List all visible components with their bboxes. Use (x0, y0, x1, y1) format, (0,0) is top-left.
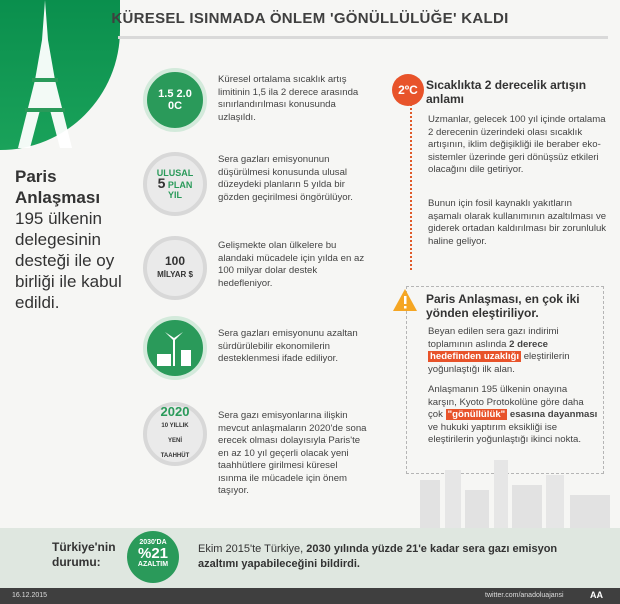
bottom-bar (0, 588, 620, 604)
thermometer-icon: 1.5 2.0 0C (143, 68, 207, 132)
item-text-3: Gelişmekte olan ülkelere bu alandaki mücadele için yılda en az 100 milyar dolar destek hedefleniyor. (218, 240, 365, 289)
page-title: KÜRESEL ISINMADA ÖNLEM 'GÖNÜLLÜLÜĞE' KALDI (111, 10, 509, 27)
wind-turbine-icon (153, 328, 197, 368)
footer-text: Ekim 2015'te Türkiye, 2030 yılında yüzde 21'e kadar sera gazı emisyon azaltımı yapabileceğini bildirdi. (198, 543, 558, 570)
two-degree-badge: 2ºC (392, 74, 424, 106)
dotted-line (410, 100, 412, 270)
item-text-5: Sera gazı emisyonlarına ilişkin mevcut anlaşmaların 2020'de sona erecek olması dolayısıyla Paris'te en az 10 yıl geçerli olacak yeni taahhütlere girilmesi küresel ısınma ile mücadele için önem taşıyor. (218, 410, 367, 496)
item-text-1: Küresel ortalama sıcaklık artış limitinin 1,5 ila 2 derece arasında sınırlandırılması konusunda uzlaşıldı. (218, 74, 359, 123)
city-2020-icon: 2020 10 YILLIK YENİ TAAHHÜT (143, 402, 207, 466)
criticism-p2: Anlaşmanın 195 ülkenin onayına karşın, Kyoto Protokolüne göre daha çok "gönüllülük" esasına dayanması ve hukuki yaptırım eksikliği ise eleştirilerin yoğunlaştığı ikinci nokta. (428, 384, 598, 445)
money-icon: 100 MİLYAR $ (143, 236, 207, 300)
item-text-4: Sera gazları emisyonunu azaltan sürdürülebilir ekonomilerin desteklenmesi ifade ediliyor. (218, 328, 358, 364)
renewable-energy-icon (143, 316, 207, 380)
warning-icon (392, 288, 418, 312)
footer-label: Türkiye'nin durumu: (52, 540, 116, 569)
reduction-badge: 2030'DA %21 AZALTIM (127, 531, 179, 583)
warming-p2: Bunun için fosil kaynaklı yakıtların aşamalı olarak kullanımının azaltılması ve giderek ortadan kaldırılması bir zorunluluk haline geliyor. (428, 198, 607, 247)
criticism-p1: Beyan edilen sera gazı indirimi toplamının aslında 2 derece hedefinden uzaklığı eleştirilerin yoğunlaştığı ilk alan. (428, 326, 570, 375)
city-skyline-icon (300, 450, 620, 530)
plan-check-icon: ULUSAL 5 PLAN YIL (143, 152, 207, 216)
date-label: 16.12.2015 (12, 592, 48, 599)
intro-text: Paris Anlaşması 195 ülkenin delegesinin desteği ile oy birliği ile kabul edildi. (15, 167, 122, 312)
title-divider (118, 36, 608, 39)
warming-title: Sıcaklıkta 2 derecelik artışın anlamı (426, 78, 587, 106)
item-text-2: Sera gazları emisyonunun düşürülmesi konusunda ulusal düzeydeki planların 5 yılda bir gözden geçirilmesi öngörülüyor. (218, 154, 353, 203)
aa-logo: AA (590, 590, 603, 600)
warming-p1: Uzmanlar, gelecek 100 yıl içinde ortalama 2 derecenin üzerindeki olası sıcaklık artışının, iklim değişikliği ile beraber eko-sistemler üzerinde geri dönüşsüz etkileri olacağını dile getiriyor. (428, 114, 606, 175)
twitter-link[interactable]: twitter.com/anadoluajansi (485, 592, 564, 599)
criticism-title: Paris Anlaşması, en çok iki yönden eleştiriliyor. (426, 292, 580, 320)
